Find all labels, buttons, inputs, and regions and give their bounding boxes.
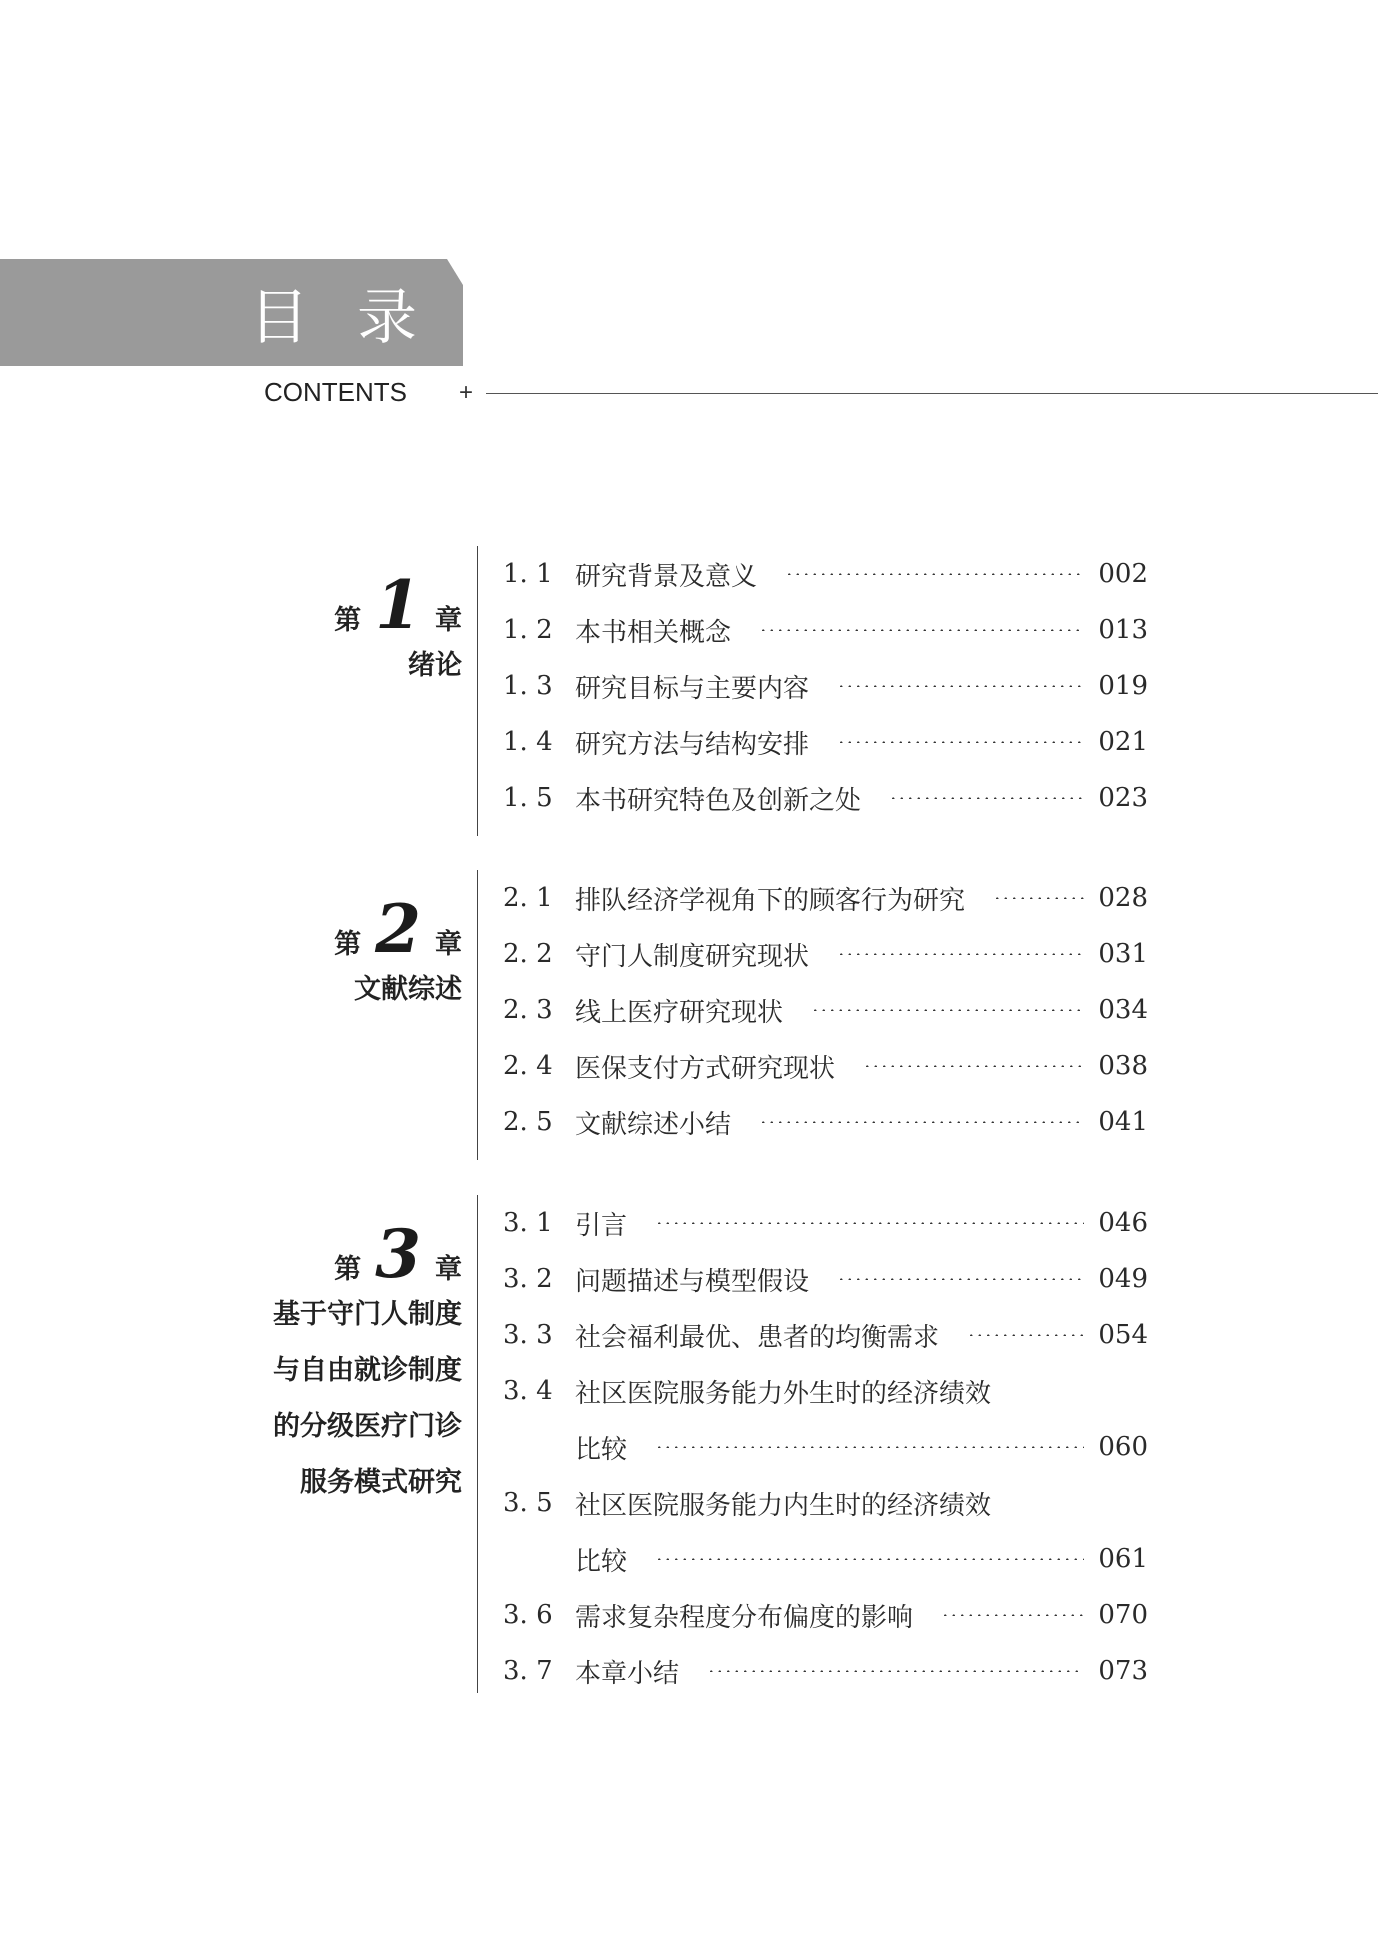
section-number: 3. 1 (503, 1208, 553, 1238)
section-title: 比较 (575, 1434, 628, 1465)
chapter-divider (477, 1195, 478, 1693)
section-title: 社会福利最优、患者的均衡需求 (575, 1322, 940, 1353)
header-rule (486, 393, 1378, 394)
chapter-suffix: 章 (435, 1254, 462, 1285)
section-number: 3. 7 (503, 1656, 553, 1686)
page-number: 031 (1098, 939, 1148, 969)
section-number: 1. 1 (503, 559, 553, 589)
section-title: 社区医院服务能力外生时的经济绩效 (575, 1378, 992, 1409)
dot-leader (863, 1065, 1084, 1067)
toc-list (503, 546, 1148, 826)
section-title: 守门人制度研究现状 (575, 941, 810, 972)
page-title: 目录 (249, 282, 465, 353)
page-number: 019 (1098, 671, 1148, 701)
toc-entry[interactable] (503, 1363, 1148, 1419)
dot-leader (785, 573, 1084, 575)
chapter-number: 3 (375, 1215, 421, 1293)
page-number: 061 (1098, 1544, 1148, 1574)
toc-list (503, 870, 1148, 1150)
dot-leader (811, 1009, 1084, 1011)
section-number: 2. 3 (503, 995, 553, 1025)
section-title: 本书研究特色及创新之处 (575, 785, 862, 816)
toc-entry[interactable] (503, 1307, 1148, 1363)
section-number: 3. 2 (503, 1264, 553, 1294)
chapter-number: 2 (375, 890, 421, 968)
page-number: 049 (1098, 1264, 1148, 1294)
dot-leader (837, 741, 1084, 743)
toc-entry[interactable] (503, 982, 1148, 1038)
page-number: 038 (1098, 1051, 1148, 1081)
section-number: 2. 5 (503, 1107, 553, 1137)
toc-entry[interactable] (503, 1475, 1148, 1531)
dot-leader (837, 953, 1084, 955)
dot-leader (655, 1446, 1084, 1448)
section-number: 3. 6 (503, 1600, 553, 1630)
section-number: 3. 4 (503, 1376, 553, 1406)
toc-list (503, 1195, 1148, 1699)
section-number: 2. 2 (503, 939, 553, 969)
chapter-heading (334, 890, 462, 968)
page-number: 013 (1098, 615, 1148, 645)
chapter-title-line: 文献综述 (354, 974, 462, 1005)
chapter-title (354, 962, 462, 1018)
toc-entry[interactable] (503, 1038, 1148, 1094)
dot-leader (941, 1614, 1084, 1616)
section-number: 2. 4 (503, 1051, 553, 1081)
section-title: 研究背景及意义 (575, 561, 758, 592)
section-number: 1. 2 (503, 615, 553, 645)
chapter-divider (477, 546, 478, 836)
chapter-prefix: 第 (334, 605, 362, 636)
page-number: 054 (1098, 1320, 1148, 1350)
dot-leader (993, 897, 1084, 899)
section-title: 文献综述小结 (575, 1109, 732, 1140)
page-number: 021 (1098, 727, 1148, 757)
page-number: 023 (1098, 783, 1148, 813)
toc-entry[interactable] (503, 546, 1148, 602)
dot-leader (707, 1670, 1084, 1672)
toc-entry[interactable] (503, 658, 1148, 714)
toc-entry[interactable] (503, 770, 1148, 826)
section-title: 本章小结 (575, 1658, 680, 1689)
dot-leader (967, 1334, 1084, 1336)
section-title: 需求复杂程度分布偏度的影响 (575, 1602, 914, 1633)
section-title: 线上医疗研究现状 (575, 997, 784, 1028)
chapter-suffix: 章 (435, 605, 462, 636)
toc-entry[interactable] (503, 1643, 1148, 1699)
page-number: 060 (1098, 1432, 1148, 1462)
toc-entry[interactable] (503, 870, 1148, 926)
contents-label: CONTENTS (264, 377, 407, 407)
toc-entry[interactable] (503, 714, 1148, 770)
toc-entry[interactable] (503, 1094, 1148, 1150)
chapter-number: 1 (375, 566, 421, 644)
toc-entry[interactable] (503, 1587, 1148, 1643)
dot-leader (655, 1222, 1084, 1224)
page-number: 073 (1098, 1656, 1148, 1686)
dot-leader (655, 1558, 1084, 1560)
chapter-heading (334, 1215, 462, 1293)
section-title: 比较 (575, 1546, 628, 1577)
toc-entry[interactable] (503, 1195, 1148, 1251)
dot-leader (759, 629, 1084, 631)
page-number: 002 (1098, 559, 1148, 589)
section-number: 1. 4 (503, 727, 553, 757)
page-number: 034 (1098, 995, 1148, 1025)
toc-entry[interactable] (503, 1251, 1148, 1307)
section-title: 排队经济学视角下的顾客行为研究 (575, 885, 966, 916)
dot-leader (837, 685, 1084, 687)
section-number: 2. 1 (503, 883, 553, 913)
chapter-title-line: 服务模式研究 (300, 1467, 462, 1498)
section-number: 1. 5 (503, 783, 553, 813)
section-title: 引言 (575, 1210, 628, 1241)
chapter-title-line: 绪论 (408, 650, 462, 681)
section-title: 研究目标与主要内容 (575, 673, 810, 704)
chapter-suffix: 章 (435, 929, 462, 960)
toc-entry-continued[interactable] (503, 1531, 1148, 1587)
section-number: 3. 5 (503, 1488, 553, 1518)
page-number: 041 (1098, 1107, 1148, 1137)
toc-entry[interactable] (503, 926, 1148, 982)
section-number: 3. 3 (503, 1320, 553, 1350)
section-number: 1. 3 (503, 671, 553, 701)
section-title: 社区医院服务能力内生时的经济绩效 (575, 1490, 992, 1521)
page-number: 046 (1098, 1208, 1148, 1238)
chapter-title-line: 的分级医疗门诊 (273, 1411, 462, 1442)
chapter-divider (477, 870, 478, 1160)
section-title: 本书相关概念 (575, 617, 732, 648)
page-number: 070 (1098, 1600, 1148, 1630)
dot-leader (759, 1121, 1084, 1123)
chapter-title (273, 1287, 462, 1511)
page-number: 028 (1098, 883, 1148, 913)
dot-leader (889, 797, 1084, 799)
section-title: 问题描述与模型假设 (575, 1266, 810, 1297)
chapter-title-line: 与自由就诊制度 (273, 1355, 462, 1386)
dot-leader (837, 1278, 1084, 1280)
plus-icon: + (459, 379, 474, 406)
toc-entry-continued[interactable] (503, 1419, 1148, 1475)
section-title: 医保支付方式研究现状 (575, 1053, 836, 1084)
chapter-prefix: 第 (334, 1254, 362, 1285)
chapter-title (408, 638, 462, 694)
section-title: 研究方法与结构安排 (575, 729, 810, 760)
chapter-prefix: 第 (334, 929, 362, 960)
chapter-title-line: 基于守门人制度 (273, 1299, 462, 1330)
chapter-heading (334, 566, 462, 644)
toc-entry[interactable] (503, 602, 1148, 658)
